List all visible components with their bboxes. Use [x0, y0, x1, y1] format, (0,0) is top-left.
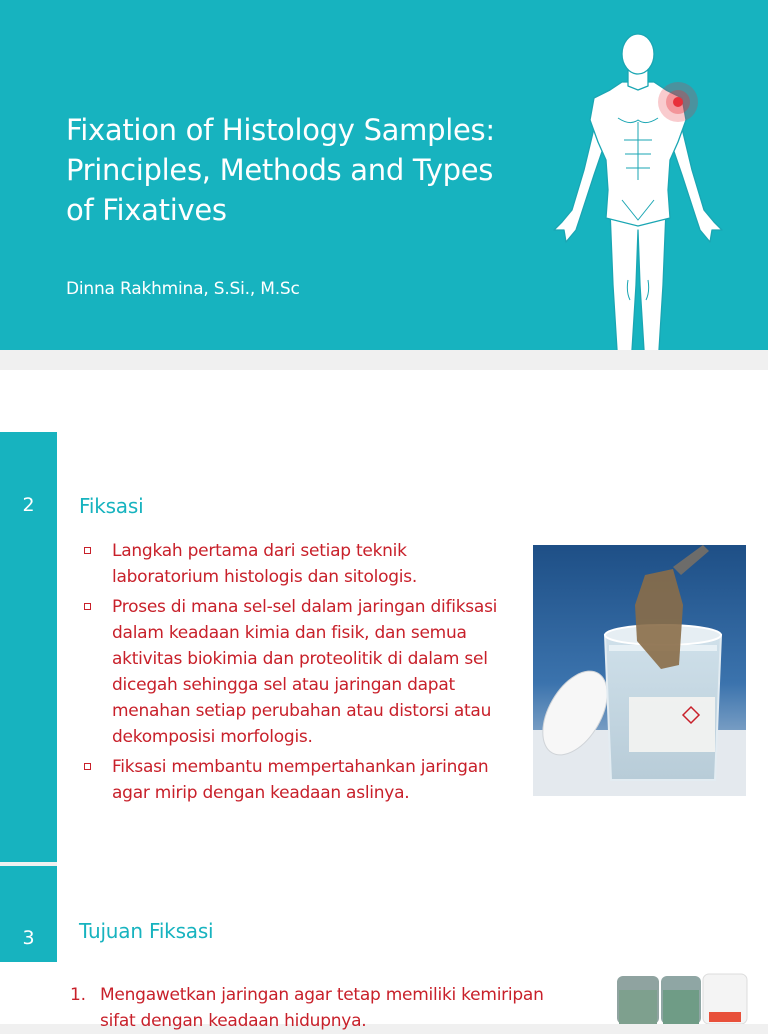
author-name: Dinna Rakhmina, S.Si., M.Sc: [66, 279, 300, 299]
slide-number-tab: [0, 866, 57, 962]
specimen-container-photo: [533, 545, 746, 796]
square-bullet-icon: [84, 763, 91, 770]
slide-heading: Fiksasi: [79, 494, 144, 518]
list-item: Fiksasi membantu mempertahankan jaringan agar mirip dengan keadaan aslinya.: [84, 754, 514, 806]
list-number: 1.: [70, 985, 86, 1005]
slide-number: 2: [22, 494, 35, 516]
list-item: Mengawetkan jaringan agar tetap memiliki kemiripan sifat dengan keadaan hidupnya.: [100, 985, 544, 1031]
title-line: Principles, Methods and Types: [66, 153, 494, 187]
human-body-illustration: [548, 30, 728, 405]
slide-heading: Tujuan Fiksasi: [79, 919, 214, 943]
slide-number-tab: [0, 432, 57, 862]
title-line: Fixation of Histology Samples:: [66, 113, 495, 147]
list-item: Langkah pertama dari setiap teknik laboratorium histologis dan sitologis.: [84, 538, 514, 590]
square-bullet-icon: [84, 547, 91, 554]
list-item: Proses di mana sel-sel dalam jaringan difiksasi dalam keadaan kimia dan fisik, dan semua aktivitas biokimia dan proteolitik di dalam sel dicegah sehingga sel atau jaringan dapat menahan setiap perubahan atau distorsi atau dekomposisi morfologis.: [84, 594, 514, 750]
slide-number: 3: [22, 927, 35, 949]
pain-marker-icon: [658, 82, 698, 122]
square-bullet-icon: [84, 603, 91, 610]
bullet-list: [84, 538, 514, 810]
title-line: of Fixatives: [66, 193, 227, 227]
specimen-jars-photo: [615, 972, 750, 1024]
slide-separator: [0, 350, 768, 370]
presentation-title: [66, 110, 526, 230]
